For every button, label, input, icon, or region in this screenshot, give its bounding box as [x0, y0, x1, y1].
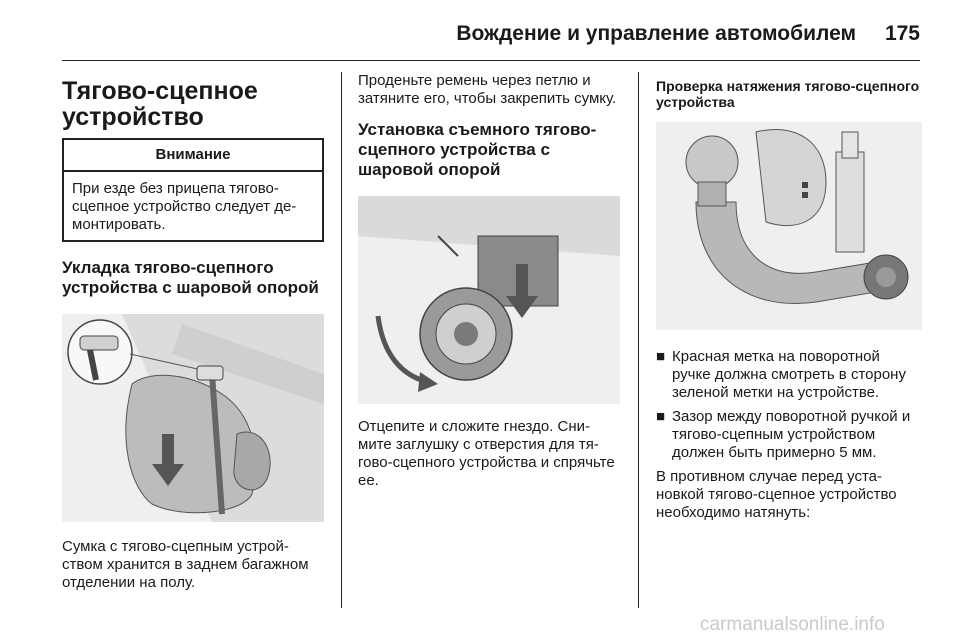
- page-header: [0, 14, 960, 54]
- section-title: Тягово-сцепное устройство: [62, 77, 258, 131]
- figure-caption: Отцепите и сложите гнездо. Сни-мите заглушку с отверстия для тя-гово-сцепного устройства и спрячьте ее.: [358, 418, 615, 489]
- bullet-icon: ■: [656, 348, 666, 365]
- subsection-heading: Проверка натяжения тягово-сцепного устройства: [656, 78, 920, 110]
- check-list: [656, 348, 922, 462]
- page-number: 175: [884, 22, 920, 45]
- body-text: Проденьте ремень через петлю и затяните его, чтобы закрепить сумку.: [358, 72, 617, 107]
- towbar-check-drawing: [656, 122, 922, 330]
- column-divider: [341, 72, 342, 608]
- list-item-text: Красная метка на поворотной ручке должна смотреть в сторону зеленой метки на устройстве.: [672, 348, 906, 401]
- stowed-bag-drawing: [62, 314, 324, 522]
- figure-caption: Сумка с тягово-сцепным устрой-ством хранится в заднем багажном отделении на полу.: [62, 538, 309, 591]
- column-middle: [358, 72, 620, 490]
- subsection-heading: Установка съемного тягово-сцепного устройства с шаровой опорой: [358, 120, 597, 179]
- warning-notice: [62, 138, 324, 242]
- illustration-towbar-check: [656, 122, 922, 330]
- column-right: [656, 78, 922, 522]
- warning-title: Внимание: [64, 140, 322, 172]
- body-text: В противном случае перед уста-новкой тягово-сцепное устройство необходимо натянуть:: [656, 468, 897, 521]
- bullet-icon: ■: [656, 408, 666, 425]
- illustration-install-socket: [358, 196, 620, 404]
- warning-text: При езде без прицепа тягово-сцепное устройство следует де-монтировать.: [72, 180, 297, 233]
- column-divider: [638, 72, 639, 608]
- column-left: [62, 78, 324, 592]
- list-item-text: Зазор между поворотной ручкой и тягово-сцепным устройством должен быть примерно 5 мм.: [672, 408, 911, 461]
- illustration-stowed-bag: [62, 314, 324, 522]
- list-item: [656, 408, 922, 462]
- list-item: [656, 348, 922, 402]
- header-divider: [62, 60, 920, 61]
- install-socket-drawing: [358, 196, 620, 404]
- header-title: Вождение и управление автомобилем: [456, 22, 856, 45]
- subsection-heading: Укладка тягово-сцепного устройства с шаровой опорой: [62, 258, 319, 297]
- watermark: carmanualsonline.info: [700, 614, 885, 635]
